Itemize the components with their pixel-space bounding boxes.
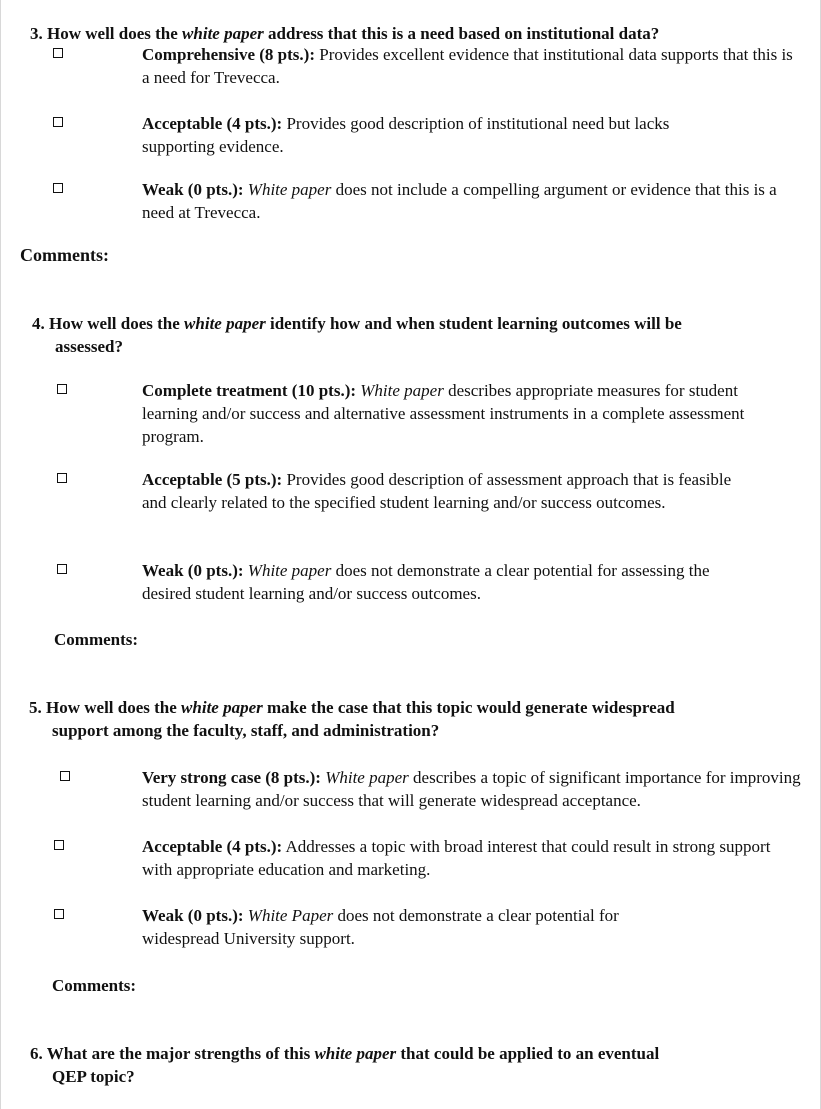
question-5-line-2: support among the faculty, staff, and administration?	[52, 721, 440, 740]
checkbox-q5-weak[interactable]	[54, 909, 64, 919]
option-emphasis: White paper	[360, 381, 444, 400]
checkbox-q4-weak[interactable]	[57, 564, 67, 574]
question-text: How well does the	[46, 698, 182, 717]
option-label: Comprehensive (8 pts.):	[142, 45, 315, 64]
question-text: How well does the	[49, 314, 185, 333]
question-6-line-1	[30, 1042, 659, 1065]
checkbox-q3-comprehensive[interactable]	[53, 48, 63, 58]
question-6-line-2: QEP topic?	[52, 1067, 135, 1086]
option-q3-comprehensive	[142, 43, 802, 89]
question-emphasis: white paper	[182, 24, 264, 43]
question-4	[32, 312, 682, 358]
question-number: 6.	[30, 1044, 43, 1063]
option-label: Complete treatment (10 pts.):	[142, 381, 357, 400]
option-q5-weak	[142, 904, 687, 950]
comments-label-q3: Comments:	[20, 245, 109, 265]
checkbox-q4-complete[interactable]	[57, 384, 67, 394]
question-3	[30, 22, 659, 45]
question-5	[29, 696, 675, 742]
question-5-line-1	[29, 696, 675, 719]
option-q3-acceptable	[142, 112, 742, 158]
option-q5-acceptable	[142, 835, 792, 881]
comments-label-q4: Comments:	[54, 630, 139, 649]
question-number: 5.	[29, 698, 42, 717]
question-text: address that this is a need based on institutional data?	[263, 24, 660, 43]
option-label: Weak (0 pts.):	[142, 561, 244, 580]
option-q3-weak	[142, 178, 802, 224]
question-text: that could be applied to an eventual	[396, 1044, 660, 1063]
option-q4-weak	[142, 559, 757, 605]
option-label: Very strong case (8 pts.):	[142, 768, 321, 787]
option-text: Provides good description of assessment approach that is feasible and clearly related to the specified student learning and/or success outcomes.	[142, 470, 732, 512]
checkbox-q4-acceptable[interactable]	[57, 473, 67, 483]
option-text: Provides excellent evidence that institutional data supports that this is a need for Trevecca.	[142, 45, 793, 87]
option-emphasis: White Paper	[247, 906, 334, 925]
question-3-line-1	[30, 22, 659, 45]
question-emphasis: white paper	[181, 698, 263, 717]
option-q4-complete	[142, 379, 792, 448]
option-text: Addresses a topic with broad interest that could result in strong support with appropriate education and marketing.	[142, 837, 771, 879]
option-q5-very-strong	[142, 766, 802, 812]
question-4-line-1	[32, 312, 682, 335]
question-number: 4.	[32, 314, 45, 333]
option-emphasis: White paper	[325, 768, 409, 787]
option-label: Weak (0 pts.):	[142, 906, 244, 925]
question-emphasis: white paper	[314, 1044, 397, 1063]
option-text: describes a topic of significant importance for improving student learning and/or success that will generate widespread acceptance.	[142, 768, 801, 810]
option-emphasis: White paper	[247, 180, 332, 199]
option-text: does not demonstrate a clear potential for widespread University support.	[142, 906, 619, 948]
question-emphasis: white paper	[184, 314, 266, 333]
checkbox-q5-very-strong[interactable]	[60, 771, 70, 781]
option-text: does not include a compelling argument or evidence that this is a need at Trevecca.	[142, 180, 777, 222]
question-text: make the case that this topic would generate widespread	[262, 698, 675, 717]
option-text: does not demonstrate a clear potential for assessing the desired student learning and/or success outcomes.	[142, 561, 710, 603]
option-label: Weak (0 pts.):	[142, 180, 244, 199]
checkbox-q3-weak[interactable]	[53, 183, 63, 193]
comments-label-q5: Comments:	[52, 976, 137, 995]
question-6	[30, 1042, 659, 1088]
option-q4-acceptable	[142, 468, 742, 514]
checkbox-q5-acceptable[interactable]	[54, 840, 64, 850]
option-label: Acceptable (5 pts.):	[142, 470, 283, 489]
option-label: Acceptable (4 pts.):	[142, 114, 283, 133]
question-number: 3.	[30, 24, 43, 43]
option-emphasis: White paper	[247, 561, 332, 580]
question-4-line-2: assessed?	[55, 337, 124, 356]
checkbox-q3-acceptable[interactable]	[53, 117, 63, 127]
option-text: describes appropriate measures for student learning and/or success and alternative assessment instruments in a complete assessment program.	[142, 381, 745, 446]
option-label: Acceptable (4 pts.):	[142, 837, 283, 856]
question-text: identify how and when student learning outcomes will be	[265, 314, 682, 333]
question-text: What are the major strengths of this	[46, 1044, 315, 1063]
option-text: Provides good description of institutional need but lacks supporting evidence.	[142, 114, 670, 156]
question-text: How well does the	[47, 24, 183, 43]
